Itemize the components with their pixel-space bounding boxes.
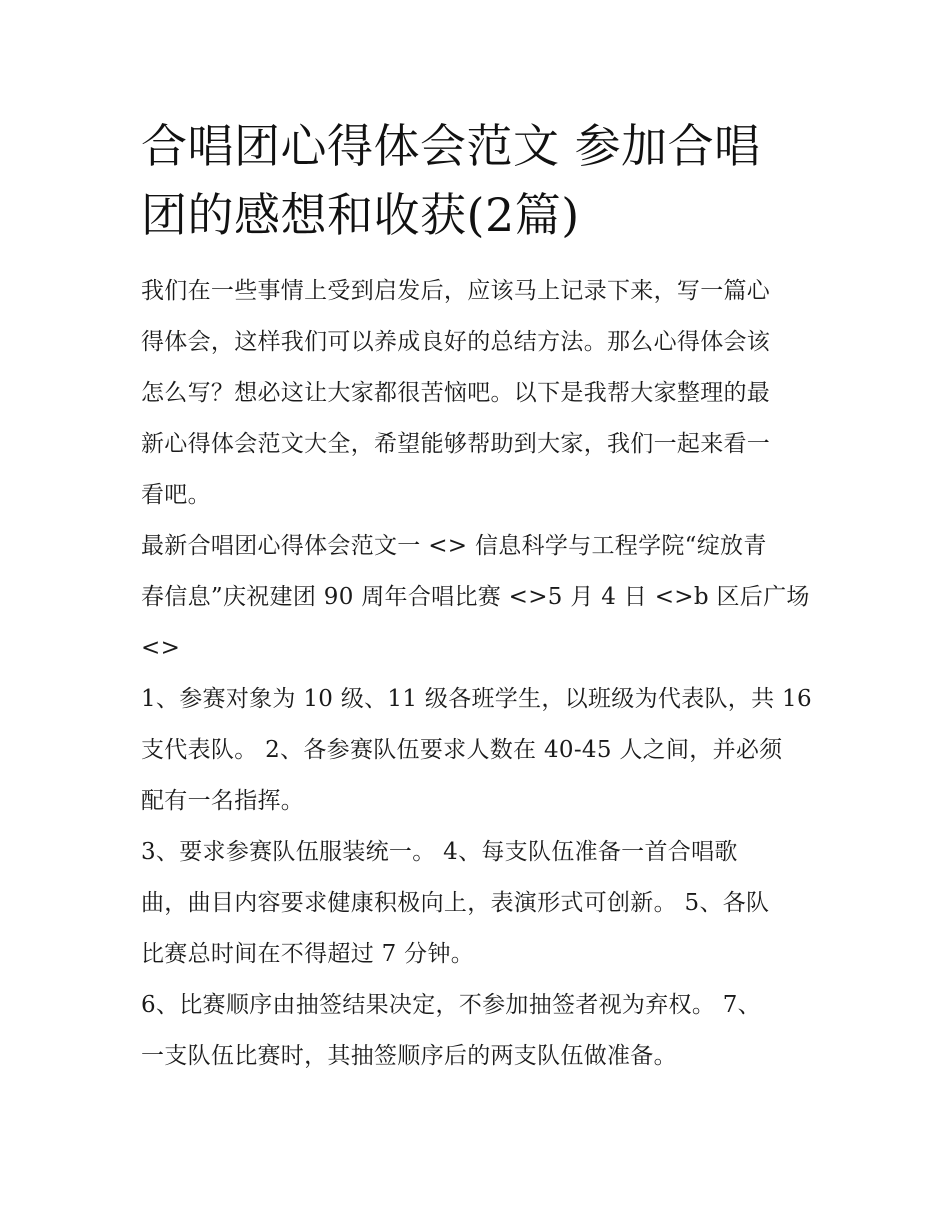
paragraph-line: 配有一名指挥。 [141, 788, 305, 814]
paragraph-line: 最新合唱团心得体会范文一 <> 信息科学与工程学院“绽放青 [141, 533, 767, 559]
paragraph-line: 春信息”庆祝建团 90 周年合唱比赛 <>5 月 4 日 <>b 区后广场 [141, 584, 810, 610]
rules-paragraph-1 [141, 674, 813, 827]
paragraph-line: 我们在一些事情上受到启发后，应该马上记录下来，写一篇心 [141, 278, 771, 304]
paragraph-line: 3、要求参赛队伍服装统一。 4、每支队伍准备一首合唱歌 [141, 839, 738, 865]
paragraph-line: 新心得体会范文大全，希望能够帮助到大家，我们一起来看一 [141, 431, 771, 457]
paragraph-line: 比赛总时间在不得超过 7 分钟。 [141, 941, 475, 967]
paragraph-line: 怎么写？想必这让大家都很苦恼吧。以下是我帮大家整理的最 [141, 380, 771, 406]
rules-paragraph-3 [141, 980, 813, 1082]
document-title [141, 112, 813, 250]
paragraph-line: 曲，曲目内容要求健康积极向上，表演形式可创新。 5、各队 [141, 890, 770, 916]
paragraph-line: 1、参赛对象为 10 级、11 级各班学生，以班级为代表队，共 16 [141, 686, 812, 712]
title-line-1: 合唱团心得体会范文 参加合唱 [141, 119, 761, 173]
paragraph-line: 看吧。 [141, 482, 211, 508]
paragraph-line: 6、比赛顺序由抽签结果决定，不参加抽签者视为弃权。 7、 [141, 992, 761, 1018]
paragraph-line: <> [141, 635, 181, 661]
event-info-paragraph [141, 521, 813, 674]
document-page [141, 112, 813, 1082]
paragraph-line: 得体会，这样我们可以养成良好的总结方法。那么心得体会该 [141, 329, 771, 355]
paragraph-line: 一支队伍比赛时，其抽签顺序后的两支队伍做准备。 [141, 1043, 677, 1069]
intro-paragraph [141, 266, 813, 521]
paragraph-line: 支代表队。 2、各参赛队伍要求人数在 40-45 人之间，并必须 [141, 737, 783, 763]
rules-paragraph-2 [141, 827, 813, 980]
title-line-2: 团的感想和收获(2篇) [141, 188, 580, 242]
